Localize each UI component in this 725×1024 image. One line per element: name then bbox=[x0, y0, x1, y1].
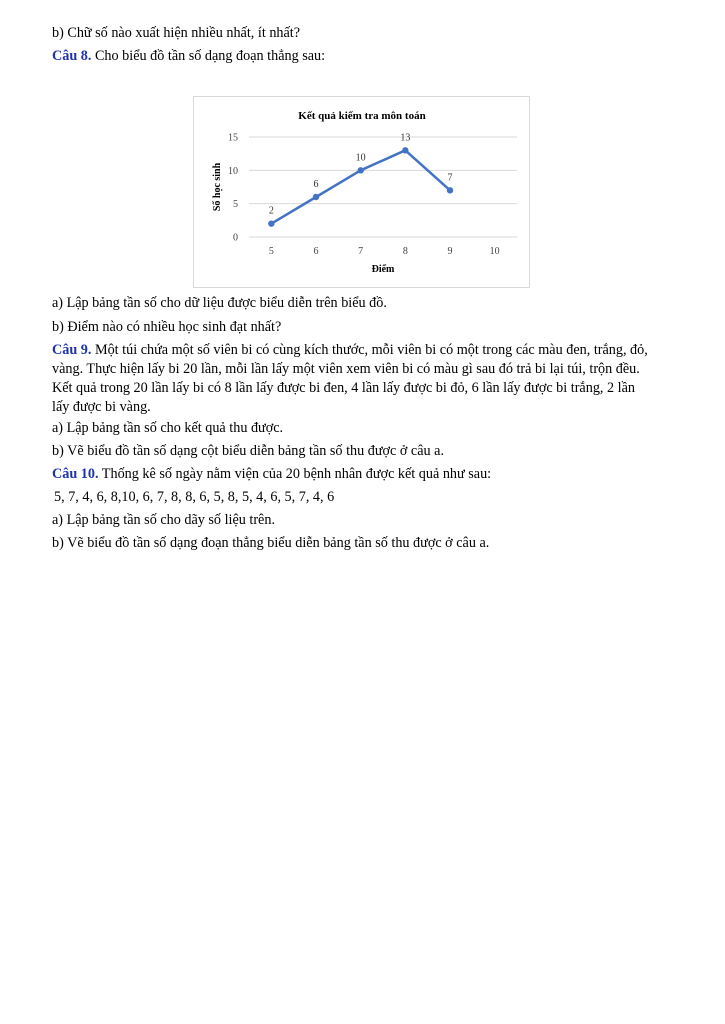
line-text: Thống kê số ngày nằm viện của 20 bệnh nhân được kết quả như sau: bbox=[98, 466, 492, 482]
y-tick-label: 10 bbox=[228, 165, 238, 177]
x-tick-label: 6 bbox=[313, 246, 319, 257]
line-text: vàng. Thực hiện lấy bi 20 lần, mỗi lần lấy một viên xem viên bi có màu gì sau đó trả bi lại túi, trộn đều. bbox=[52, 361, 640, 377]
y-axis-label: Số học sinh bbox=[212, 162, 223, 212]
question-label: Câu 10. bbox=[52, 466, 99, 482]
x-axis-ticks bbox=[269, 246, 500, 257]
line-text: a) Lập bảng tần số cho dãy số liệu trên. bbox=[52, 512, 275, 528]
line-text: 5, 7, 4, 6, 8,10, 6, 7, 8, 8, 6, 5, 8, 5, 4, 6, 5, 7, 4, 6 bbox=[54, 489, 335, 505]
y-tick-label: 0 bbox=[233, 232, 238, 244]
x-tick-label: 7 bbox=[358, 246, 364, 257]
y-tick-label: 5 bbox=[233, 199, 238, 211]
data-point bbox=[402, 147, 408, 153]
question-9-heading bbox=[52, 341, 677, 359]
line-text: Kết quả trong 20 lần lấy bi có 8 lần lấy được bi đen, 4 lần lấy được bi đỏ, 6 lần lấy được bi trắng, 2 lần bbox=[52, 380, 635, 396]
data-label: 10 bbox=[355, 152, 366, 164]
line-text: b) Vẽ biểu đồ tần số dạng cột biểu diễn bảng tần số thu được ở câu a. bbox=[52, 443, 444, 459]
x-axis-label: Điểm bbox=[371, 264, 395, 275]
text-line bbox=[52, 398, 677, 416]
question-10-heading bbox=[52, 465, 677, 483]
y-tick-label: 15 bbox=[228, 132, 238, 144]
y-axis-ticks bbox=[228, 133, 238, 244]
x-tick-label: 8 bbox=[402, 246, 408, 257]
data-sequence bbox=[54, 488, 679, 506]
line-text: b) Vẽ biểu đồ tần số dạng đoạn thẳng biểu diễn bảng tần số thu được ở câu a. bbox=[52, 535, 490, 551]
text-line bbox=[52, 511, 677, 529]
text-line bbox=[52, 379, 677, 397]
x-tick-label: 5 bbox=[268, 246, 274, 257]
data-point bbox=[447, 187, 453, 193]
text-line bbox=[52, 419, 677, 437]
line-text: Cho biểu đồ tần số dạng đoạn thẳng sau: bbox=[91, 48, 326, 64]
line-text: a) Lập bảng tần số cho kết quả thu được. bbox=[52, 420, 284, 436]
text-line bbox=[52, 294, 677, 312]
question-8-heading bbox=[52, 47, 677, 65]
data-label: 13 bbox=[400, 132, 411, 144]
data-point bbox=[313, 194, 319, 200]
text-line bbox=[52, 318, 677, 336]
chart-title: Kết quả kiểm tra môn toán bbox=[298, 110, 426, 122]
line-text: b) Điểm nào có nhiều học sinh đạt nhất? bbox=[52, 319, 282, 335]
x-tick-label: 9 bbox=[447, 246, 453, 257]
question-label: Câu 8. bbox=[52, 48, 92, 64]
line-text: a) Lập bảng tần số cho dữ liệu được biểu diễn trên biểu đồ. bbox=[52, 295, 387, 311]
chart-canvas bbox=[194, 97, 531, 289]
data-point bbox=[357, 167, 363, 173]
data-label: 2 bbox=[268, 205, 274, 217]
line-text: lấy được bi vàng. bbox=[52, 399, 151, 415]
line-chart bbox=[193, 96, 530, 288]
question-label: Câu 9. bbox=[52, 342, 92, 358]
text-line bbox=[52, 24, 677, 42]
line-text: Một túi chứa một số viên bi có cùng kích thước, mỗi viên bi có một trong các màu đen, trắng, đỏ, bbox=[91, 342, 648, 358]
text-line bbox=[52, 534, 677, 552]
data-point bbox=[268, 220, 274, 226]
text-line bbox=[52, 360, 677, 378]
text-line bbox=[52, 442, 677, 460]
data-label: 7 bbox=[447, 172, 453, 184]
chart-grid bbox=[249, 137, 517, 237]
line-text: b) Chữ số nào xuất hiện nhiều nhất, ít nhất? bbox=[52, 25, 301, 41]
data-label: 6 bbox=[313, 179, 319, 190]
x-tick-label: 10 bbox=[489, 246, 500, 257]
